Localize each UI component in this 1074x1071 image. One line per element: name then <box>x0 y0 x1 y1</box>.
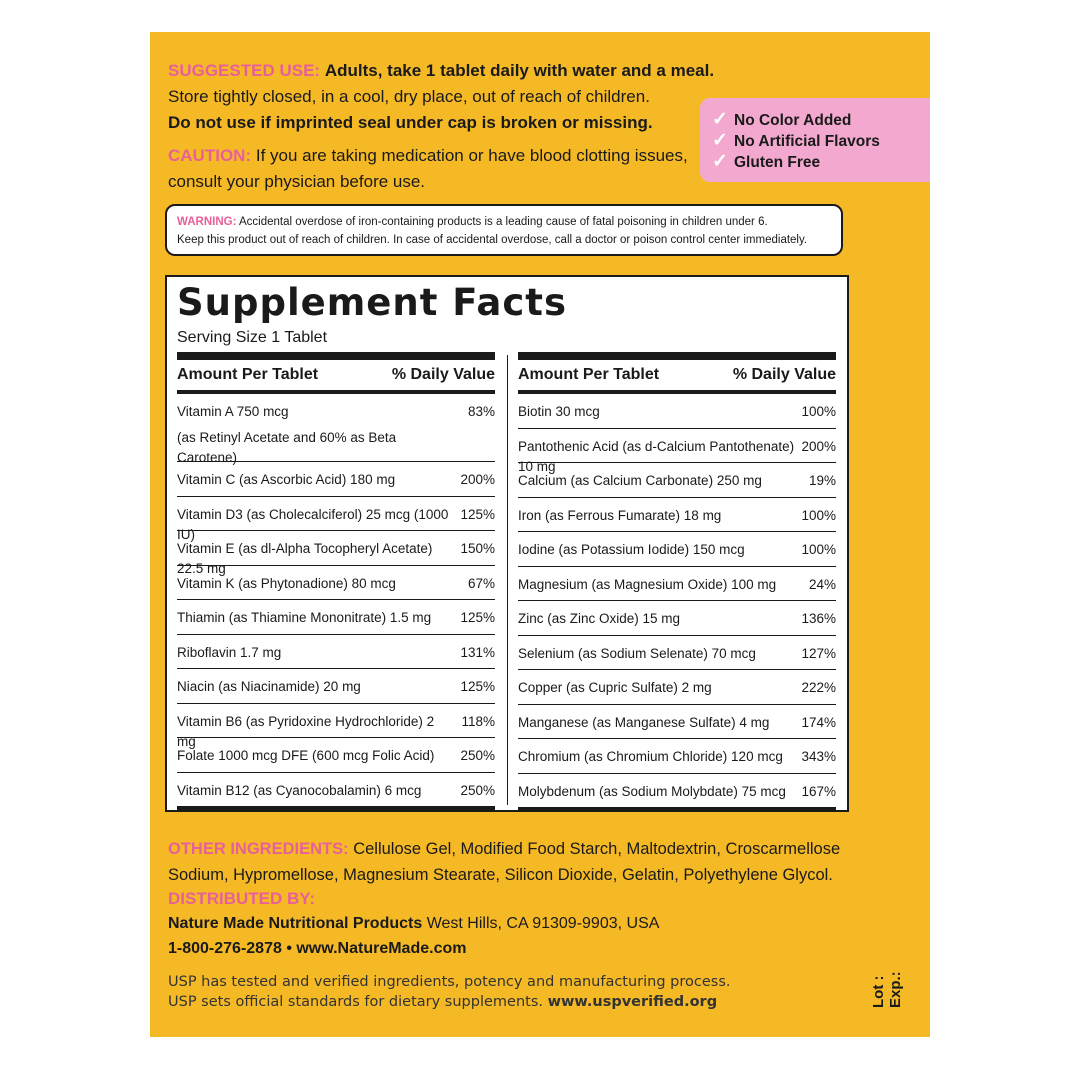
nutrient-row <box>177 669 495 704</box>
check-icon: ✓ <box>712 130 728 151</box>
nutrient-name: Vitamin E (as dl-Alpha Tocopheryl Acetate) 22.5 mg <box>177 541 433 576</box>
nutrient-row <box>518 670 836 705</box>
contact-info: 1-800-276-2878 • www.NatureMade.com <box>168 940 467 957</box>
daily-value: 100% <box>801 542 836 557</box>
storage-text: Store tightly closed, in a cool, dry place, out of reach of children. <box>168 87 650 106</box>
daily-value: 250% <box>460 748 495 763</box>
check-icon: ✓ <box>712 151 728 172</box>
nutrient-name: Copper (as Cupric Sulfate) 2 mg <box>518 680 712 695</box>
nutrient-row <box>177 531 495 576</box>
nutrient-name: Folate 1000 mcg DFE (600 mcg Folic Acid) <box>177 748 435 763</box>
nutrient-row <box>518 498 836 533</box>
daily-value: 200% <box>801 438 836 454</box>
nutrient-name: Vitamin K (as Phytonadione) 80 mcg <box>177 575 396 591</box>
daily-value: 136% <box>801 611 836 626</box>
nutrient-name: Zinc (as Zinc Oxide) 15 mg <box>518 611 681 626</box>
daily-value: 174% <box>801 714 836 730</box>
check-icon: ✓ <box>712 109 728 130</box>
nutrient-row <box>518 739 836 774</box>
nutrient-row <box>177 738 495 773</box>
claim-item: ✓ Gluten Free <box>712 151 821 172</box>
facts-column-right <box>518 352 836 811</box>
caution-text: If you are taking medication or have blood clotting issues, <box>255 146 688 165</box>
daily-value: 200% <box>460 472 495 487</box>
other-ingredients: OTHER INGREDIENTS: Cellulose Gel, Modified Food Starch, Maltodextrin, Croscarmellose Sodium, Hypromellose, Magnesium Stearate, Silicon Dioxide, Gelatin, Polyethylene Glycol. <box>168 840 841 884</box>
nutrient-name: Vitamin B12 (as Cyanocobalamin) 6 mcg <box>177 782 422 798</box>
warning-line1: WARNING: Accidental overdose of iron-containing products is a leading cause of fatal poisoning in children under 6. <box>177 216 768 228</box>
nutrient-row <box>518 705 836 740</box>
suggested-use: SUGGESTED USE: Adults, take 1 tablet daily with water and a meal. <box>168 61 715 80</box>
nutrient-name: Riboflavin 1.7 mg <box>177 644 282 660</box>
nutrient-name: Vitamin B6 (as Pyridoxine Hydrochloride) 2 mg <box>177 713 435 749</box>
nutrient-name: Thiamin (as Thiamine Mononitrate) 1.5 mg <box>177 610 432 625</box>
other-ingredients-text: Cellulose Gel, Modified Food Starch, Maltodextrin, Croscarmellose Sodium, Hypromellose, Magnesium Stearate, Silicon Dioxide, Gelatin, Polyethylene Glycol. <box>168 840 841 884</box>
daily-value: 100% <box>801 404 836 419</box>
distributed-label: DISTRIBUTED BY: <box>168 889 316 908</box>
daily-value: 125% <box>460 679 495 694</box>
daily-value: 343% <box>801 749 836 764</box>
nutrient-row <box>177 704 495 749</box>
column-divider <box>507 355 508 805</box>
daily-value: 19% <box>808 473 836 488</box>
daily-value: 167% <box>801 783 836 799</box>
distributor: Nature Made Nutritional Products West Hills, CA 91309-9903, USA <box>168 915 660 932</box>
nutrient-row <box>177 566 495 601</box>
nutrient-name: Vitamin D3 (as Cholecalciferol) 25 mcg (1000 IU) <box>177 506 449 542</box>
nutrient-name: Vitamin C (as Ascorbic Acid) 180 mg <box>177 472 396 487</box>
nutrient-name: Calcium (as Calcium Carbonate) 250 mg <box>518 473 762 488</box>
nutrient-row <box>177 600 495 635</box>
nutrient-name: Iodine (as Potassium Iodide) 150 mcg <box>518 542 745 557</box>
daily-value: 118% <box>461 713 495 729</box>
nutrient-name: Molybdenum (as Sodium Molybdate) 75 mcg <box>518 783 786 799</box>
daily-value: 150% <box>460 541 495 556</box>
facts-title: Supplement Facts <box>177 281 568 324</box>
usp-statement: USP has tested and verified ingredients, potency and manufacturing process. USP sets official standards for dietary supplements. www.uspverified.org <box>168 974 731 1010</box>
daily-value: 125% <box>460 506 495 522</box>
serving-size: Serving Size 1 Tablet <box>177 329 328 346</box>
nutrient-row <box>518 636 836 671</box>
nutrient-row <box>518 601 836 636</box>
daily-value: 100% <box>801 507 836 523</box>
nutrient-source: (as Retinyl Acetate and 60% as Beta Carotene) <box>177 430 397 465</box>
nutrient-name: Vitamin A 750 mcg (as Retinyl Acetate and 60% as Beta Carotene) <box>177 402 455 468</box>
nutrient-row <box>518 532 836 567</box>
daily-value: 67% <box>467 575 495 591</box>
nutrient-name: Magnesium (as Magnesium Oxide) 100 mg <box>518 576 777 592</box>
nutrient-name: Biotin 30 mcg <box>518 404 600 419</box>
nutrient-name: Manganese (as Manganese Sulfate) 4 mg <box>518 714 770 730</box>
daily-value: 24% <box>808 576 836 592</box>
nutrient-row <box>518 429 836 474</box>
nutrient-name: Iron (as Ferrous Fumarate) 18 mg <box>518 507 722 523</box>
daily-value: 127% <box>801 645 836 661</box>
nutrient-row <box>518 463 836 498</box>
nutrient-row <box>177 497 495 542</box>
warning-box <box>165 204 843 256</box>
nutrient-row <box>177 394 495 465</box>
daily-value: 125% <box>460 610 495 625</box>
nutrient-row <box>518 774 836 811</box>
caution: CAUTION: If you are taking medication or have blood clotting issues, <box>168 146 688 165</box>
seal-text: Do not use if imprinted seal under cap is broken or missing. <box>168 113 653 132</box>
nutrient-row <box>177 773 495 810</box>
daily-value: 131% <box>460 644 495 660</box>
daily-value: 222% <box>801 680 836 695</box>
nutrient-name: Niacin (as Niacinamide) 20 mg <box>177 679 361 694</box>
claim-item: ✓ No Color Added <box>712 109 852 130</box>
column-header: Amount Per Tablet % Daily Value <box>518 352 836 394</box>
caution-line2: consult your physician before use. <box>168 172 426 191</box>
suggested-use-text: Adults, take 1 tablet daily with water and a meal. <box>324 61 715 80</box>
nutrient-name: Chromium (as Chromium Chloride) 120 mcg <box>518 749 783 764</box>
nutrient-row <box>177 635 495 670</box>
nutrient-name: Selenium (as Sodium Selenate) 70 mcg <box>518 645 756 661</box>
claims-badge <box>700 98 930 182</box>
warning-line2: Keep this product out of reach of children. In case of accidental overdose, call a doctor or poison control center immediately. <box>177 234 808 246</box>
column-header: Amount Per Tablet % Daily Value <box>177 352 495 394</box>
nutrient-name: Pantothenic Acid (as d-Calcium Pantothenate) 10 mg <box>518 438 795 474</box>
nutrient-row <box>518 567 836 602</box>
claim-item: ✓ No Artificial Flavors <box>712 130 880 151</box>
nutrient-row <box>518 394 836 429</box>
supplement-facts <box>165 275 849 812</box>
nutrient-row <box>177 462 495 497</box>
facts-column-left <box>177 352 495 810</box>
daily-value: 250% <box>460 782 495 798</box>
lot-exp: Lot : Exp.: <box>870 971 904 1008</box>
daily-value: 83% <box>467 404 495 419</box>
